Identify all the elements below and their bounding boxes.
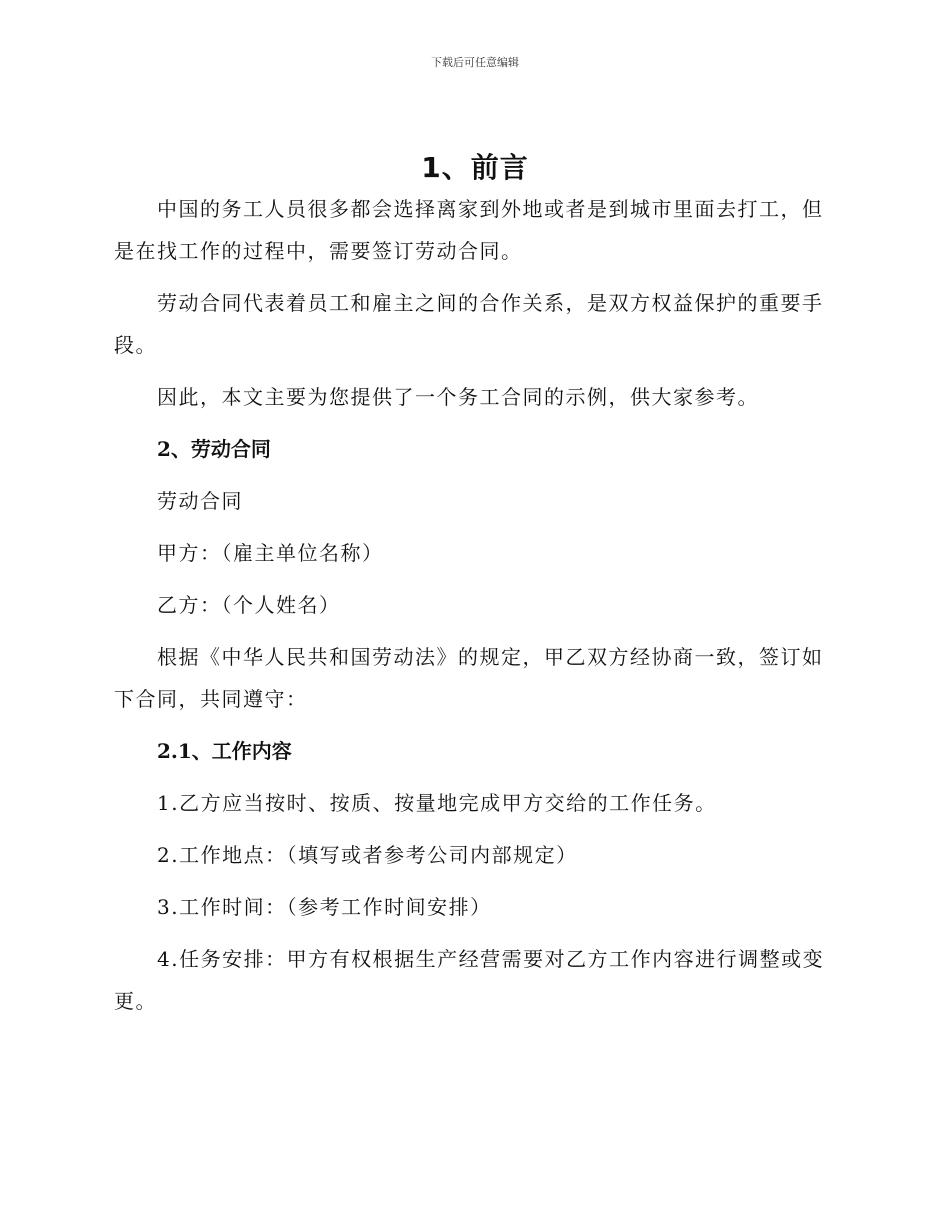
- section-title-contract: 2、劳动合同: [157, 437, 271, 461]
- document-body: [114, 188, 832, 1022]
- work-item: 3.工作时间：（参考工作时间安排）: [157, 895, 492, 919]
- work-item: 2.工作地点：（填写或者参考公司内部规定）: [157, 843, 578, 867]
- contract-preamble: 根据《中华人民共和国劳动法》的规定，甲乙双方经协商一致，签订如下合同，共同遵守：: [114, 645, 824, 711]
- intro-paragraph: 因此，本文主要为您提供了一个务工合同的示例，供大家参考。: [157, 385, 759, 409]
- intro-paragraph: 劳动合同代表着员工和雇主之间的合作关系，是双方权益保护的重要手段。: [114, 291, 824, 357]
- contract-name: 劳动合同: [157, 489, 243, 513]
- intro-paragraph: 中国的务工人员很多都会选择离家到外地或者是到城市里面去打工，但是在找工作的过程中，需要签订劳动合同。: [114, 197, 824, 263]
- party-a: 甲方：（雇主单位名称）: [157, 541, 384, 565]
- subsection-title-work: 2.1、工作内容: [157, 739, 292, 763]
- header-note: 下载后可任意编辑: [431, 56, 519, 69]
- section-title-intro: 1、前言: [421, 151, 529, 184]
- party-b: 乙方：（个人姓名）: [157, 593, 341, 617]
- work-item: 1.乙方应当按时、按质、按量地完成甲方交给的工作任务。: [157, 791, 717, 815]
- work-item: 4.任务安排：甲方有权根据生产经营需要对乙方工作内容进行调整或变更。: [114, 947, 825, 1013]
